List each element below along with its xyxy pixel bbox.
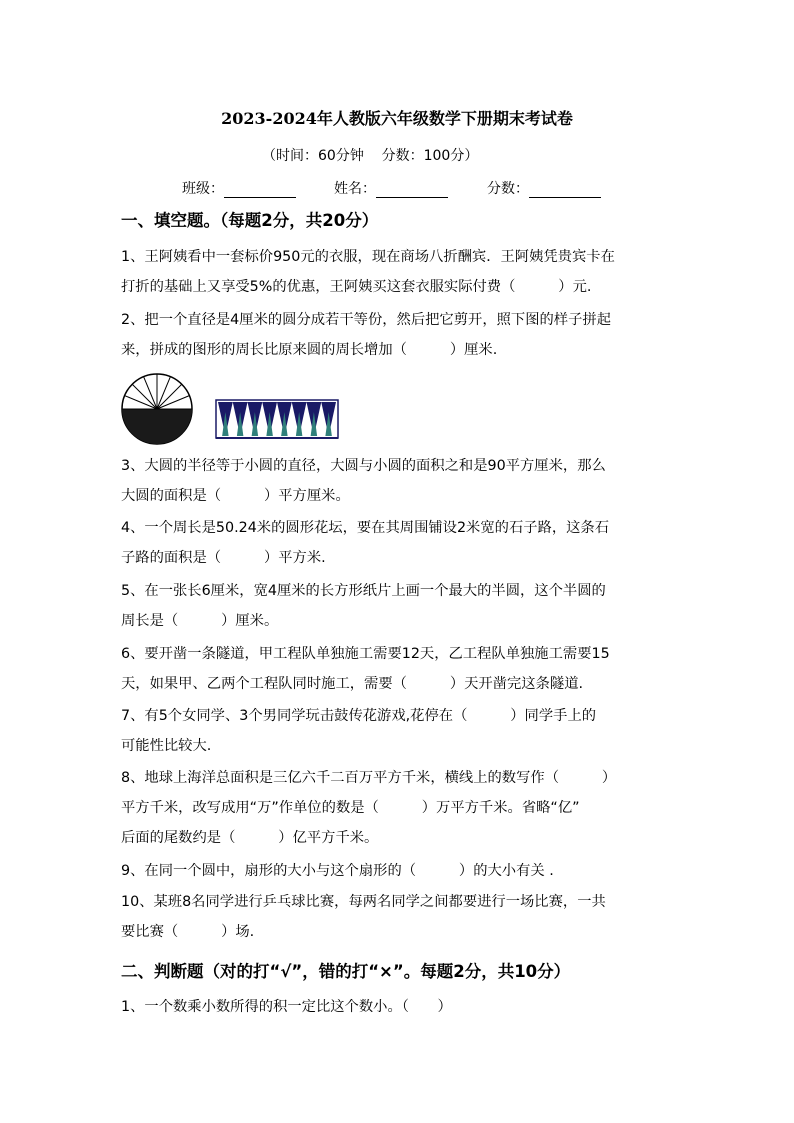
- rearranged-strip: [216, 400, 338, 438]
- question-line: 来，拼成的图形的周长比原来圆的周长增加（ ）厘米.: [121, 342, 498, 358]
- score-label: 分数：: [487, 181, 529, 197]
- circle-rearrangement-diagram: [120, 372, 350, 447]
- class-blank[interactable]: [224, 182, 296, 198]
- question-line: 1、王阿姨看中一套标价950元的衣服，现在商场八折酬宾．王阿姨凭贵宾卡在: [121, 249, 615, 265]
- score-blank[interactable]: [529, 182, 601, 198]
- question-line: 8、地球上海洋总面积是三亿六千二百万平方千米，横线上的数写作（ ）: [121, 770, 617, 786]
- divided-circle: [122, 374, 192, 444]
- question-line: 天，如果甲、乙两个工程队同时施工，需要（ ）天开凿完这条隧道.: [121, 676, 584, 692]
- question-4: [121, 513, 609, 573]
- question-line: 3、大圆的半径等于小圆的直径，大圆与小圆的面积之和是90平方厘米，那么: [121, 458, 606, 474]
- question-line: 1、一个数乘小数所得的积一定比这个数小。（ ）: [121, 999, 452, 1015]
- question-line: 打折的基础上又享受5%的优惠，王阿姨买这套衣服实际付费（ ）元.: [121, 279, 592, 295]
- question-line: 4、一个周长是50.24米的圆形花坛，要在其周围铺设2米宽的石子路，这条石: [121, 520, 610, 536]
- question-9: [121, 856, 554, 886]
- question-1: [121, 242, 615, 302]
- question-2: [121, 305, 611, 365]
- exam-subtitle: （时间：60分钟 分数：100分）: [262, 148, 479, 164]
- name-field: [334, 178, 448, 198]
- question-line: 平方千米，改写成用“万”作单位的数是（ ）万平方千米。省略“亿”: [121, 800, 580, 816]
- question-line: 周长是（ ）厘米。: [121, 613, 279, 629]
- question-5: [121, 576, 606, 636]
- score-field: [487, 178, 601, 198]
- name-blank[interactable]: [376, 182, 448, 198]
- class-field: [182, 178, 296, 198]
- question-line: 10、某班8名同学进行乒乓球比赛，每两名同学之间都要进行一场比赛，一共: [121, 894, 606, 910]
- circle-figure: [120, 372, 350, 451]
- question-line: 2、把一个直径是4厘米的圆分成若干等份，然后把它剪开，照下图的样子拼起: [121, 312, 611, 328]
- question-line: 可能性比较大.: [121, 738, 212, 754]
- question-line: 6、要开凿一条隧道，甲工程队单独施工需要12天，乙工程队单独施工需要15: [121, 646, 610, 662]
- circle-lower-half: [122, 409, 192, 444]
- question-6: [121, 639, 610, 699]
- name-label: 姓名：: [334, 181, 376, 197]
- section-1-heading: 一、填空题。（每题2分，共20分）: [121, 211, 379, 230]
- judge-question-1: [121, 992, 452, 1022]
- question-line: 子路的面积是（ ）平方米.: [121, 550, 326, 566]
- question-10: [121, 887, 606, 947]
- question-line: 9、在同一个圆中，扇形的大小与这个扇形的（ ）的大小有关 .: [121, 863, 554, 879]
- question-line: 7、有5个女同学、3个男同学玩击鼓传花游戏,花停在（ ）同学手上的: [121, 708, 597, 724]
- section-2-heading: 二、判断题（对的打“√”，错的打“×”。每题2分，共10分）: [121, 962, 571, 981]
- question-8: [121, 763, 616, 853]
- question-line: 后面的尾数约是（ ）亿平方千米。: [121, 830, 379, 846]
- question-line: 5、在一张长6厘米，宽4厘米的长方形纸片上画一个最大的半圆，这个半圆的: [121, 583, 606, 599]
- question-line: 大圆的面积是（ ）平方厘米。: [121, 488, 350, 504]
- exam-title: 2023-2024年人教版六年级数学下册期末考试卷: [221, 109, 573, 128]
- question-line: 要比赛（ ）场.: [121, 924, 255, 940]
- question-7: [121, 701, 596, 761]
- question-3: [121, 451, 606, 511]
- class-label: 班级：: [182, 181, 224, 197]
